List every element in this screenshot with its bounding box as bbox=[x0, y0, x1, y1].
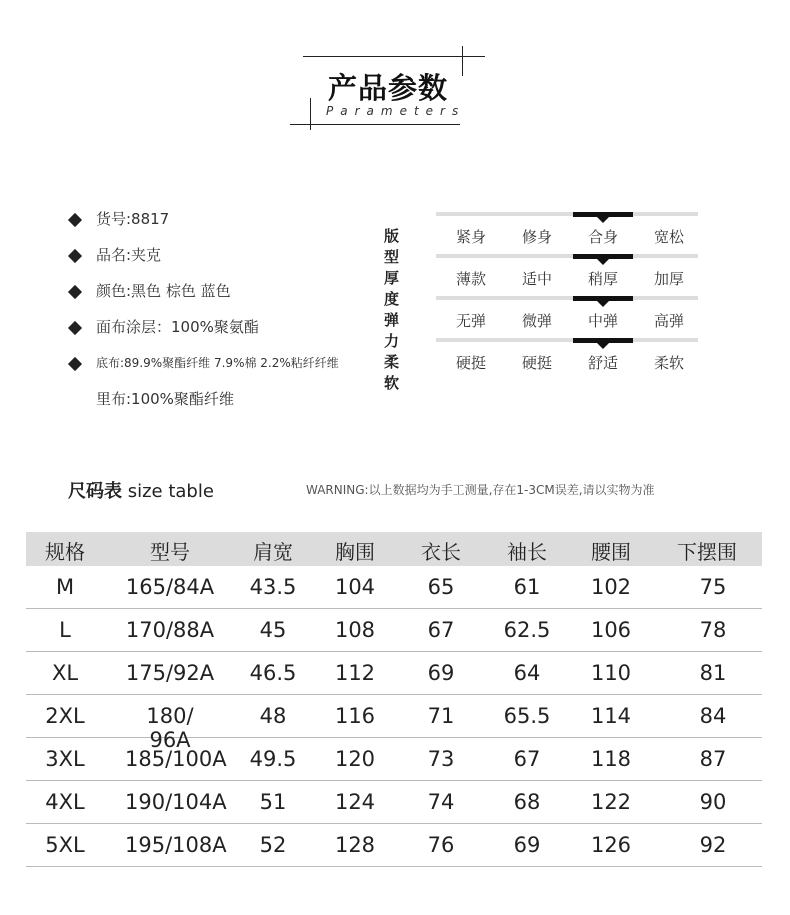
table-cell: 69 bbox=[513, 833, 541, 857]
info-item bbox=[66, 350, 339, 386]
table-cell: 51 bbox=[259, 790, 287, 814]
attribute-option: 硬挺 bbox=[521, 354, 552, 372]
page-subtitle: Parameters bbox=[326, 104, 466, 118]
attribute-option: 宽松 bbox=[653, 228, 684, 246]
attribute-option: 硬挺 bbox=[455, 354, 486, 372]
table-row bbox=[26, 652, 762, 695]
table-cell: 87 bbox=[699, 747, 727, 771]
table-cell: 128 bbox=[334, 833, 376, 857]
selected-marker-icon bbox=[573, 212, 633, 217]
header-line-top bbox=[303, 56, 485, 57]
attribute-option: 修身 bbox=[521, 228, 552, 246]
table-cell: 122 bbox=[590, 790, 632, 814]
table-cell: 165/84A bbox=[125, 575, 215, 599]
attribute-scale-bar bbox=[436, 296, 698, 300]
attribute-option: 加厚 bbox=[653, 270, 684, 288]
table-cell: 180/ 96A bbox=[146, 704, 194, 752]
table-cell: 108 bbox=[334, 618, 376, 642]
table-cell: 68 bbox=[513, 790, 541, 814]
table-cell: 114 bbox=[590, 704, 632, 728]
table-cell: 124 bbox=[334, 790, 376, 814]
info-item bbox=[66, 206, 339, 242]
attribute-option: 无弹 bbox=[455, 312, 486, 330]
attribute-scale-bar bbox=[436, 254, 698, 258]
table-cell: 116 bbox=[334, 704, 376, 728]
table-cell: 92 bbox=[699, 833, 727, 857]
table-row bbox=[26, 824, 762, 867]
table-row bbox=[26, 566, 762, 609]
table-cell: 4XL bbox=[45, 790, 85, 814]
column-header: 肩宽 bbox=[253, 540, 293, 564]
size-table-header bbox=[26, 532, 762, 566]
column-header: 下摆围 bbox=[677, 540, 737, 564]
product-info-list bbox=[66, 206, 339, 422]
table-cell: 74 bbox=[427, 790, 455, 814]
attribute-label: 弹力 bbox=[384, 311, 400, 350]
diamond-bullet-icon bbox=[68, 321, 82, 335]
info-item bbox=[66, 314, 339, 350]
info-item bbox=[66, 386, 339, 422]
table-cell: 84 bbox=[699, 704, 727, 728]
diamond-bullet-icon bbox=[68, 249, 82, 263]
table-cell: XL bbox=[51, 661, 79, 685]
table-cell: 106 bbox=[590, 618, 632, 642]
table-cell: M bbox=[55, 575, 75, 599]
table-cell: 5XL bbox=[45, 833, 85, 857]
table-cell: 170/88A bbox=[125, 618, 215, 642]
table-cell: 65 bbox=[427, 575, 455, 599]
measurement-warning: WARNING:以上数据均为手工测量,存在1-3CM误差,请以实物为准 bbox=[306, 483, 655, 497]
selected-marker-icon bbox=[573, 254, 633, 259]
table-cell: 126 bbox=[590, 833, 632, 857]
table-row bbox=[26, 609, 762, 652]
info-item-text: 品名:夹克 bbox=[96, 246, 162, 264]
attribute-option: 高弹 bbox=[653, 312, 684, 330]
diamond-bullet-icon bbox=[68, 285, 82, 299]
info-item-text: 颜色:黑色 棕色 蓝色 bbox=[96, 282, 231, 300]
info-item-text: 底布:89.9%聚酯纤维 7.9%棉 2.2%粘纤纤维 bbox=[96, 356, 339, 370]
attribute-option: 适中 bbox=[521, 270, 552, 288]
attribute-option: 薄款 bbox=[455, 270, 486, 288]
table-cell: 61 bbox=[513, 575, 541, 599]
attribute-label: 厚度 bbox=[384, 269, 400, 308]
info-item-text: 面布涂层：100%聚氨酯 bbox=[96, 318, 259, 336]
table-cell: 112 bbox=[334, 661, 376, 685]
table-cell: 43.5 bbox=[249, 575, 297, 599]
table-cell: 102 bbox=[590, 575, 632, 599]
attribute-scale-bar bbox=[436, 212, 698, 216]
table-cell: 2XL bbox=[45, 704, 85, 728]
table-row bbox=[26, 738, 762, 781]
table-cell: 76 bbox=[427, 833, 455, 857]
diamond-bullet-icon bbox=[68, 213, 82, 227]
size-table-title bbox=[68, 477, 214, 503]
table-cell: 48 bbox=[259, 704, 287, 728]
column-header: 型号 bbox=[150, 540, 190, 564]
table-cell: 104 bbox=[334, 575, 376, 599]
table-cell: 81 bbox=[699, 661, 727, 685]
attribute-label: 版型 bbox=[384, 227, 400, 266]
table-cell: 110 bbox=[590, 661, 632, 685]
diamond-bullet-icon bbox=[68, 357, 82, 371]
info-item bbox=[66, 278, 339, 314]
attribute-scale-bar bbox=[436, 338, 698, 342]
table-cell: 120 bbox=[334, 747, 376, 771]
table-cell: 75 bbox=[699, 575, 727, 599]
table-cell: 175/92A bbox=[125, 661, 215, 685]
attribute-option: 舒适 bbox=[587, 354, 618, 372]
table-cell: 3XL bbox=[45, 747, 85, 771]
table-row bbox=[26, 781, 762, 824]
column-header: 腰围 bbox=[591, 540, 631, 564]
column-header: 规格 bbox=[45, 540, 85, 564]
table-cell: 118 bbox=[590, 747, 632, 771]
size-table-title-cn: 尺码表 bbox=[68, 481, 122, 502]
table-cell: 71 bbox=[427, 704, 455, 728]
attribute-option: 稍厚 bbox=[587, 270, 618, 288]
table-cell: 52 bbox=[259, 833, 287, 857]
attribute-option: 中弹 bbox=[587, 312, 618, 330]
table-row bbox=[26, 695, 762, 752]
attribute-option: 柔软 bbox=[653, 354, 684, 372]
header-line-bottom bbox=[290, 124, 460, 125]
table-cell: 73 bbox=[427, 747, 455, 771]
table-cell: 69 bbox=[427, 661, 455, 685]
column-header: 衣长 bbox=[421, 540, 461, 564]
column-header: 袖长 bbox=[507, 540, 547, 564]
table-cell: 62.5 bbox=[503, 618, 551, 642]
table-cell: 65.5 bbox=[503, 704, 551, 728]
info-item bbox=[66, 242, 339, 278]
attribute-label: 柔软 bbox=[384, 353, 400, 392]
attribute-option: 合身 bbox=[587, 228, 618, 246]
table-cell: 46.5 bbox=[249, 661, 297, 685]
page-title: 产品参数 bbox=[328, 71, 449, 105]
selected-marker-icon bbox=[573, 338, 633, 343]
table-cell: 45 bbox=[259, 618, 287, 642]
table-cell: 185/100A bbox=[125, 747, 227, 771]
info-item-text: 货号:8817 bbox=[96, 210, 170, 228]
table-cell: 78 bbox=[699, 618, 727, 642]
info-item-text: 里布:100%聚酯纤维 bbox=[96, 390, 234, 408]
table-cell: 190/104A bbox=[125, 790, 227, 814]
size-table-title-en: size table bbox=[122, 481, 214, 502]
column-header: 胸围 bbox=[335, 540, 375, 564]
table-cell: 64 bbox=[513, 661, 541, 685]
attribute-option: 微弹 bbox=[521, 312, 552, 330]
table-cell: 67 bbox=[513, 747, 541, 771]
attribute-option: 紧身 bbox=[455, 228, 486, 246]
size-table bbox=[26, 532, 762, 867]
header-line-top-vertical bbox=[462, 46, 463, 76]
selected-marker-icon bbox=[573, 296, 633, 301]
table-cell: 67 bbox=[427, 618, 455, 642]
table-cell: 90 bbox=[699, 790, 727, 814]
table-cell: 49.5 bbox=[249, 747, 297, 771]
header-line-left-vertical bbox=[310, 98, 311, 130]
table-cell: L bbox=[59, 618, 71, 642]
size-table-body bbox=[26, 566, 762, 867]
table-cell: 195/108A bbox=[125, 833, 227, 857]
